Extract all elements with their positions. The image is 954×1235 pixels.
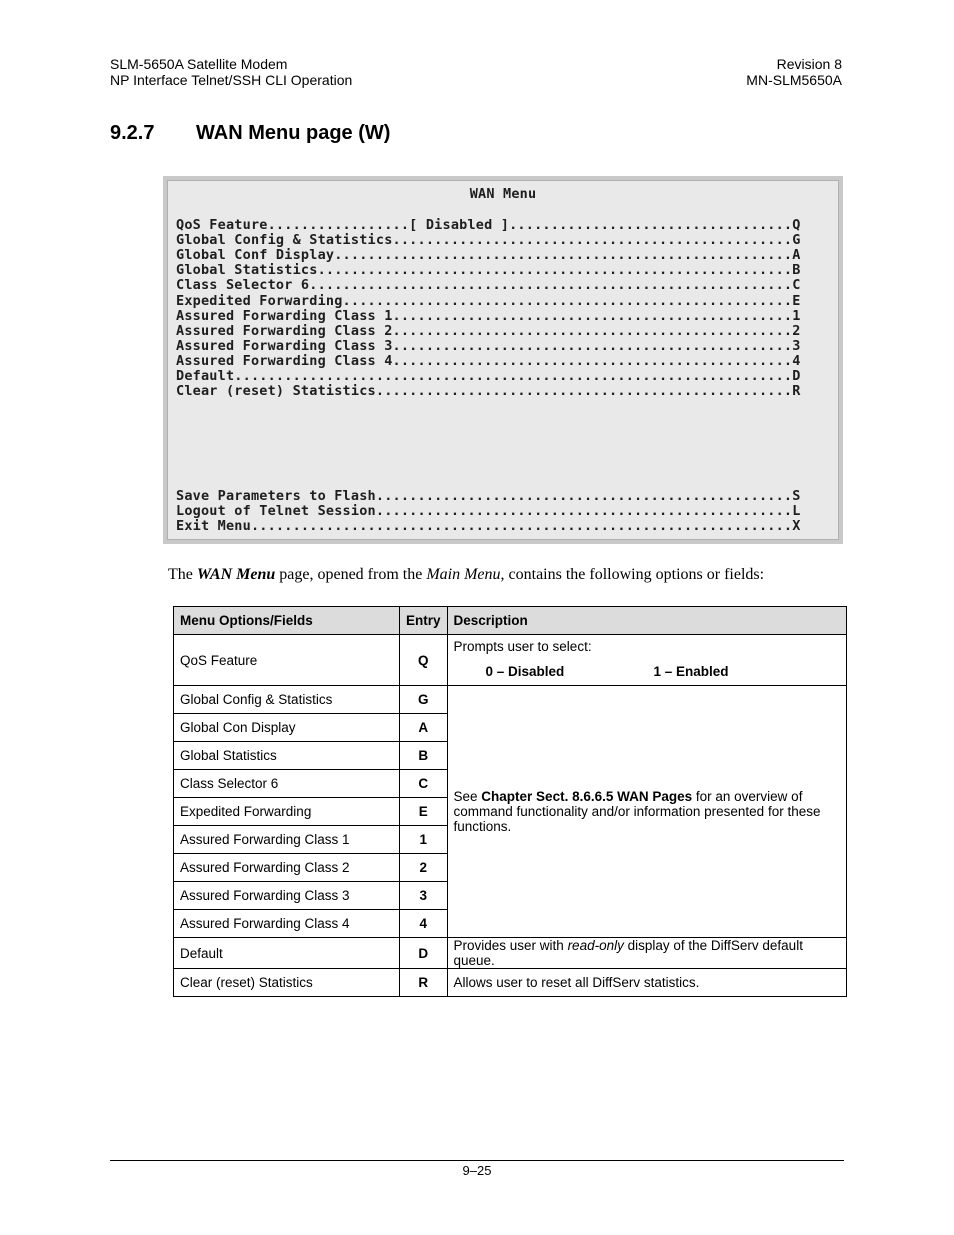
terminal-line: Class Selector 6..........................................................C: [176, 277, 801, 294]
column-header-entry: Entry: [400, 607, 448, 635]
terminal-line: Clear (reset) Statistics..................................................R: [176, 383, 801, 400]
option-cell: Expedited Forwarding: [174, 798, 400, 826]
menu-options-table: [173, 606, 847, 997]
table-row: [174, 686, 847, 714]
entry-cell: R: [400, 969, 448, 997]
option-cell: Global Con Display: [174, 714, 400, 742]
terminal-line: Save Parameters to Flash..................................................S: [176, 488, 801, 505]
terminal-screenshot: [163, 176, 843, 544]
chapter-reference: Chapter Sect. 8.6.6.5 WAN Pages: [481, 789, 693, 804]
footer-rule: [110, 1160, 844, 1161]
page-number: 9–25: [462, 1163, 492, 1178]
entry-cell: 1: [400, 826, 448, 854]
qos-choice-enabled: 1 – Enabled: [653, 664, 729, 679]
section-heading: [110, 122, 390, 145]
qos-choices: [454, 664, 840, 679]
table-row: [174, 969, 847, 997]
description-cell: Allows user to reset all DiffServ statistics.: [447, 969, 846, 997]
terminal-line: Logout of Telnet Session..................................................L: [176, 503, 801, 520]
option-cell: Assured Forwarding Class 3: [174, 882, 400, 910]
section-title: WAN Menu page (W): [196, 122, 391, 144]
option-cell: Global Statistics: [174, 742, 400, 770]
header-product: SLM-5650A Satellite Modem: [110, 56, 288, 72]
header-chapter: NP Interface Telnet/SSH CLI Operation: [110, 72, 353, 88]
option-cell: Default: [174, 938, 400, 969]
entry-cell: Q: [400, 635, 448, 686]
terminal-line: Exit Menu.................................................................X: [176, 518, 801, 535]
terminal-line: Assured Forwarding Class 3................................................3: [176, 337, 801, 354]
description-emphasis: read-only: [567, 938, 624, 953]
intro-paragraph: [168, 566, 764, 584]
option-cell: Assured Forwarding Class 1: [174, 826, 400, 854]
description-text: See: [453, 789, 482, 804]
qos-prompt: Prompts user to select:: [453, 639, 592, 654]
terminal-line: Global Conf Display.......................................................A: [176, 247, 801, 264]
table-row: [174, 938, 847, 969]
terminal-title: WAN Menu: [469, 186, 537, 202]
intro-text: , contains the following options or fields:: [500, 566, 765, 583]
option-cell: QoS Feature: [174, 635, 400, 686]
terminal-line: Global Statistics.........................................................B: [176, 262, 801, 279]
entry-cell: G: [400, 686, 448, 714]
entry-cell: 3: [400, 882, 448, 910]
table-header-row: [174, 607, 847, 635]
terminal-line: Assured Forwarding Class 1................................................1: [176, 307, 801, 324]
terminal-line: Assured Forwarding Class 4................................................4: [176, 352, 801, 369]
description-text: Provides user with: [453, 938, 568, 953]
intro-main-menu: Main Menu: [426, 566, 501, 583]
description-text: for an overview of command functionality and/or information presented for these functions.: [453, 789, 821, 834]
entry-cell: 4: [400, 910, 448, 938]
terminal-line: Assured Forwarding Class 2................................................2: [176, 322, 801, 339]
column-header-description: Description: [447, 607, 846, 635]
header-revision: Revision 8: [776, 56, 842, 72]
intro-text: page, opened from the: [275, 566, 427, 583]
entry-cell: 2: [400, 854, 448, 882]
running-header-right: [746, 56, 842, 88]
option-cell: Class Selector 6: [174, 770, 400, 798]
terminal-line: Default...................................................................D: [176, 368, 801, 385]
option-cell: Assured Forwarding Class 2: [174, 854, 400, 882]
qos-choice-disabled: 0 – Disabled: [485, 664, 565, 679]
description-cell: [447, 635, 846, 686]
option-cell: Assured Forwarding Class 4: [174, 910, 400, 938]
header-doc-number: MN-SLM5650A: [746, 72, 842, 88]
terminal-screen: [167, 180, 839, 540]
running-header-left: [110, 56, 352, 88]
entry-cell: E: [400, 798, 448, 826]
section-number: 9.2.7: [110, 122, 155, 144]
terminal-line: Expedited Forwarding......................................................E: [176, 292, 801, 309]
entry-cell: C: [400, 770, 448, 798]
entry-cell: A: [400, 714, 448, 742]
entry-cell: D: [400, 938, 448, 969]
terminal-line: QoS Feature.................[ Disabled ]..................................Q: [176, 217, 801, 234]
intro-text: The: [168, 566, 197, 583]
description-text: display of the DiffServ default queue.: [453, 938, 803, 968]
description-cell: [447, 686, 846, 938]
terminal-blank-area: [176, 399, 830, 489]
intro-menu-name: WAN Menu: [196, 566, 276, 583]
description-cell: [447, 938, 846, 969]
column-header-options: Menu Options/Fields: [174, 607, 400, 635]
table-row: [174, 635, 847, 686]
terminal-line: Global Config & Statistics................................................G: [176, 232, 801, 249]
option-cell: Clear (reset) Statistics: [174, 969, 400, 997]
option-cell: Global Config & Statistics: [174, 686, 400, 714]
entry-cell: B: [400, 742, 448, 770]
